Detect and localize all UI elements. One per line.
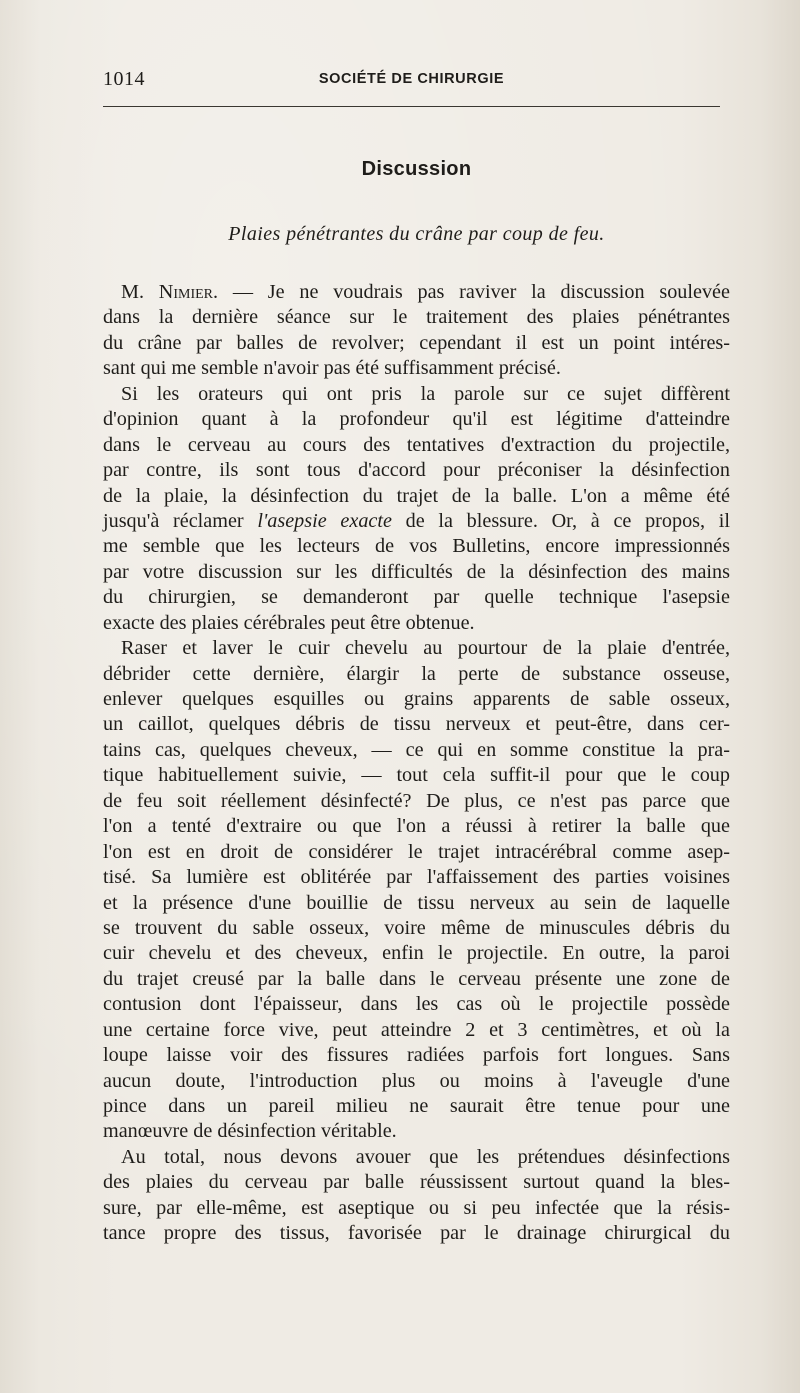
text-line: une certaine force vive, peut atteindre 2 et 3 centimètres, et où la <box>103 1018 730 1041</box>
emphasis: l'asepsie exacte <box>257 509 392 532</box>
text-line: du trajet creusé par la balle dans le cerveau présente une zone de <box>103 967 730 990</box>
text-line: du crâne par balles de revolver; cependant il est un point intéres- <box>103 331 730 354</box>
text-line: et la présence d'une bouillie de tissu nerveux au sein de laquelle <box>103 891 730 914</box>
text-line: sant qui me semble n'avoir pas été suffisamment précisé. <box>103 357 561 380</box>
text-line: des plaies du cerveau par balle réussissent surtout quand la bles- <box>103 1171 730 1194</box>
text-line: par votre discussion sur les difficultés de la désinfection des mains <box>103 560 730 583</box>
text-line: un caillot, quelques débris de tissu nerveux et peut-être, dans cer- <box>103 713 730 736</box>
page-number: 1014 <box>103 68 145 90</box>
text-line: exacte des plaies cérébrales peut être obtenue. <box>103 611 475 634</box>
text-line: Raser et laver le cuir chevelu au pourtour de la plaie d'entrée, <box>121 637 730 660</box>
text-line: l'on est en droit de considérer le trajet intracérébral comme asep- <box>103 840 730 863</box>
text-line: de feu soit réellement désinfecté? De plus, ce n'est pas parce que <box>103 789 730 812</box>
text-line: tique habituellement suivie, — tout cela suffit-il pour que le coup <box>103 764 730 787</box>
text-line: pince dans un pareil milieu ne saurait être tenue pour une <box>103 1095 730 1117</box>
article-body <box>103 280 730 1247</box>
text-line: manœuvre de désinfection véritable. <box>103 1120 397 1143</box>
text-line: me semble que les lecteurs de vos Bulletins, encore impressionnés <box>103 535 730 558</box>
text-line: se trouvent du sable osseux, voire même de minuscules débris du <box>103 916 730 939</box>
text-line: enlever quelques esquilles ou grains apparents de sable osseux, <box>103 688 730 710</box>
text-line: dans le cerveau au cours des tentatives d'extraction du projectile, <box>103 433 730 456</box>
text-line: Si les orateurs qui ont pris la parole sur ce sujet diffèrent <box>121 382 730 405</box>
text-line: sure, par elle-même, est aseptique ou si peu infectée que la résis- <box>103 1196 730 1219</box>
journal-title: SOCIÉTÉ DE CHIRURGIE <box>318 71 505 87</box>
text-line: loupe laisse voir des fissures radiées parfois fort longues. Sans <box>103 1044 730 1067</box>
text-line: par contre, ils sont tous d'accord pour préconiser la désinfection <box>103 459 730 482</box>
section-subtitle: Plaies pénétrantes du crâne par coup de feu. <box>228 223 605 245</box>
text-line: cuir chevelu et des cheveux, enfin le projectile. En outre, la paroi <box>103 942 730 965</box>
text-line: de la plaie, la désinfection du trajet de la balle. L'on a même été <box>103 484 730 507</box>
header-rule <box>103 106 720 107</box>
running-head <box>103 68 720 96</box>
text-line: du chirurgien, se demanderont par quelle technique l'asepsie <box>103 586 730 609</box>
section-heading: Discussion <box>361 158 472 180</box>
text-line: Au total, nous devons avouer que les prétendues désinfections <box>121 1145 730 1168</box>
speaker-name: M. Nimier. <box>121 281 219 303</box>
text-line: contusion dont l'épaisseur, dans les cas où le projectile possède <box>103 993 730 1016</box>
text-line: aucun doute, l'introduction plus ou moins à l'aveugle d'une <box>103 1069 730 1092</box>
text-line: l'on a tenté d'extraire ou que l'on a réussi à retirer la balle que <box>103 815 730 838</box>
text-line: tisé. Sa lumière est oblitérée par l'affaissement des parties voisines <box>103 866 730 889</box>
text-line: débrider cette dernière, élargir la perte de substance osseuse, <box>103 662 730 685</box>
text-line: d'opinion quant à la profondeur qu'il est légitime d'atteindre <box>103 408 730 431</box>
text-line: M. Nimier. — Je ne voudrais pas raviver la discussion soulevée <box>121 281 730 303</box>
text-line: tains cas, quelques cheveux, — ce qui en somme constitue la pra- <box>103 738 730 761</box>
text-line: tance propre des tissus, favorisée par le drainage chirurgical du <box>103 1222 730 1245</box>
text-line: jusqu'à réclamer l'asepsie exacte de la blessure. Or, à ce propos, il <box>103 509 730 532</box>
text-line: dans la dernière séance sur le traitement des plaies pénétrantes <box>103 306 730 329</box>
